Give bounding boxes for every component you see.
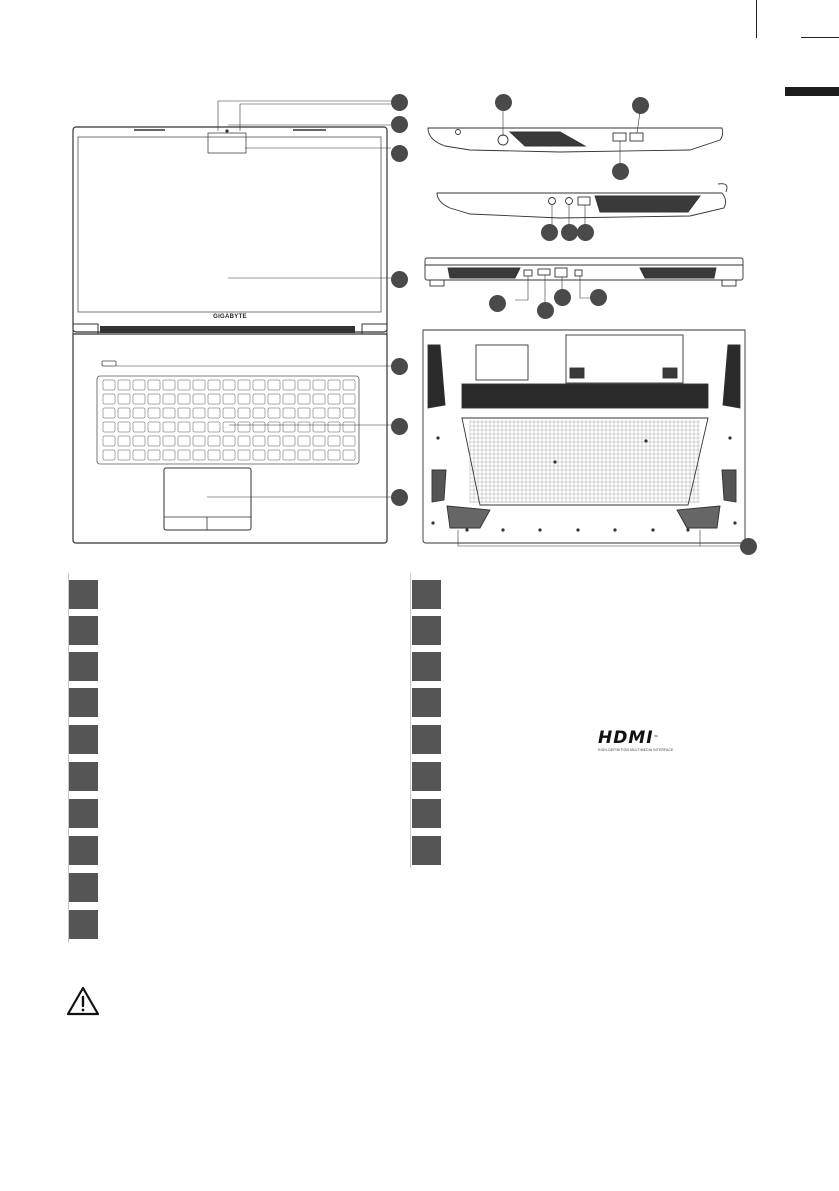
keyboard-key bbox=[223, 394, 235, 404]
laptop-rear bbox=[425, 258, 743, 286]
keyboard-key bbox=[103, 394, 115, 404]
callout-marker bbox=[489, 295, 506, 312]
screw bbox=[436, 436, 439, 439]
brand-label: GIGABYTE bbox=[213, 314, 247, 320]
legend-square bbox=[69, 725, 98, 754]
callout-marker bbox=[577, 224, 594, 241]
keyboard-key bbox=[223, 380, 235, 390]
keyboard-key bbox=[343, 450, 355, 460]
keyboard-key bbox=[238, 436, 250, 446]
callout-marker bbox=[391, 116, 408, 133]
hdmi-logo bbox=[598, 730, 678, 762]
callout-marker bbox=[554, 289, 571, 306]
legend-column-right-rule bbox=[410, 573, 411, 868]
keyboard-key bbox=[103, 436, 115, 446]
keyboard-key bbox=[133, 408, 145, 418]
bottom-vent-grille bbox=[470, 420, 700, 503]
keyboard-key bbox=[163, 380, 175, 390]
legend-square bbox=[412, 762, 441, 791]
keyboard-key bbox=[283, 436, 295, 446]
keyboard-key bbox=[118, 450, 130, 460]
laptop-side-left bbox=[437, 184, 727, 218]
keyboard-key bbox=[343, 422, 355, 432]
keyboard-key bbox=[148, 450, 160, 460]
legend-square bbox=[412, 725, 441, 754]
keyboard-key bbox=[208, 422, 220, 432]
keyboard-key bbox=[313, 422, 325, 432]
keyboard-key bbox=[223, 422, 235, 432]
keyboard-key bbox=[118, 408, 130, 418]
keyboard-key bbox=[118, 380, 130, 390]
keyboard-key bbox=[253, 450, 265, 460]
callout-marker bbox=[391, 145, 408, 162]
keyboard-key bbox=[133, 422, 145, 432]
keyboard-key bbox=[268, 436, 280, 446]
keyboard-key bbox=[103, 408, 115, 418]
keyboard-key bbox=[103, 450, 115, 460]
keyboard-key bbox=[298, 436, 310, 446]
keyboard-key bbox=[208, 394, 220, 404]
callout-marker bbox=[495, 94, 512, 111]
keyboard-key bbox=[193, 408, 205, 418]
keyboard-key bbox=[328, 394, 340, 404]
keyboard-key bbox=[313, 436, 325, 446]
callout-marker bbox=[391, 489, 408, 506]
hdmi-logo-tm: ™ bbox=[653, 735, 660, 741]
keyboard-key bbox=[313, 408, 325, 418]
keyboard-key bbox=[178, 394, 190, 404]
callout-marker bbox=[391, 271, 408, 288]
keyboard-key bbox=[193, 394, 205, 404]
keyboard-key bbox=[283, 394, 295, 404]
keyboard-key bbox=[148, 422, 160, 432]
keyboard-key bbox=[238, 422, 250, 432]
callout-marker bbox=[590, 289, 607, 306]
keyboard-key bbox=[253, 380, 265, 390]
keyboard-key bbox=[268, 450, 280, 460]
hdmi-logo-mark: HDMI bbox=[598, 728, 654, 748]
legend-square bbox=[69, 616, 98, 645]
keyboard-key bbox=[178, 422, 190, 432]
keyboard-key bbox=[133, 450, 145, 460]
callout-marker bbox=[612, 163, 629, 180]
hdmi-logo-tagline: HIGH-DEFINITION MULTIMEDIA INTERFACE bbox=[598, 748, 674, 752]
keyboard-key bbox=[163, 394, 175, 404]
screw bbox=[613, 528, 616, 531]
screw bbox=[651, 528, 654, 531]
screw bbox=[576, 528, 579, 531]
keyboard-key bbox=[163, 422, 175, 432]
screw bbox=[644, 439, 647, 442]
keyboard-key bbox=[298, 380, 310, 390]
legend-square bbox=[412, 688, 441, 717]
legend-square bbox=[69, 873, 98, 902]
keyboard-key bbox=[343, 394, 355, 404]
keyboard-key bbox=[238, 394, 250, 404]
keyboard-key bbox=[178, 436, 190, 446]
keyboard-key bbox=[193, 450, 205, 460]
callout-marker bbox=[632, 97, 649, 114]
legend-square bbox=[69, 799, 98, 828]
keyboard-key bbox=[163, 436, 175, 446]
screw bbox=[538, 528, 541, 531]
keyboard-key bbox=[163, 408, 175, 418]
keyboard-key bbox=[103, 380, 115, 390]
keyboard-key bbox=[298, 408, 310, 418]
keyboard-key bbox=[208, 380, 220, 390]
callout-marker bbox=[537, 302, 554, 319]
keyboard-key bbox=[118, 436, 130, 446]
keyboard-key bbox=[283, 422, 295, 432]
keyboard-key bbox=[283, 380, 295, 390]
keyboard-key bbox=[253, 408, 265, 418]
callout-marker bbox=[541, 224, 558, 241]
screw bbox=[553, 460, 556, 463]
keyboard-key bbox=[328, 436, 340, 446]
keyboard-key bbox=[223, 436, 235, 446]
keyboard-key bbox=[238, 450, 250, 460]
keyboard-key bbox=[283, 408, 295, 418]
keyboard-key bbox=[193, 422, 205, 432]
keyboard-key bbox=[298, 450, 310, 460]
keyboard-key bbox=[178, 380, 190, 390]
keyboard-key bbox=[343, 380, 355, 390]
keyboard-key bbox=[343, 436, 355, 446]
legend-square bbox=[412, 616, 441, 645]
callout-marker bbox=[391, 358, 408, 375]
callout-marker bbox=[391, 418, 408, 435]
legend-square bbox=[412, 836, 441, 865]
keyboard-key bbox=[283, 450, 295, 460]
screw bbox=[465, 528, 468, 531]
laptop-side-right bbox=[428, 128, 723, 152]
legend-square bbox=[69, 762, 98, 791]
keyboard-key bbox=[103, 422, 115, 432]
callout-marker bbox=[391, 94, 408, 111]
keyboard-keys bbox=[103, 380, 355, 460]
callout-marker bbox=[561, 224, 578, 241]
legend-square bbox=[69, 580, 98, 609]
keyboard-key bbox=[328, 450, 340, 460]
keyboard-key bbox=[253, 422, 265, 432]
keyboard-key bbox=[223, 408, 235, 418]
keyboard-key bbox=[253, 436, 265, 446]
screw bbox=[728, 436, 731, 439]
laptop-bottom bbox=[423, 330, 745, 543]
callout-marker bbox=[740, 538, 757, 555]
legend-square bbox=[69, 910, 98, 939]
legend-square bbox=[69, 652, 98, 681]
screw bbox=[686, 528, 689, 531]
keyboard-key bbox=[313, 450, 325, 460]
keyboard-key bbox=[133, 380, 145, 390]
keyboard-key bbox=[148, 394, 160, 404]
keyboard-key bbox=[328, 380, 340, 390]
keyboard-key bbox=[178, 408, 190, 418]
keyboard-key bbox=[343, 408, 355, 418]
keyboard-key bbox=[268, 394, 280, 404]
keyboard-key bbox=[298, 422, 310, 432]
keyboard-key bbox=[238, 408, 250, 418]
legend-square bbox=[412, 652, 441, 681]
keyboard-key bbox=[208, 436, 220, 446]
keyboard-key bbox=[298, 394, 310, 404]
keyboard-key bbox=[193, 436, 205, 446]
keyboard-key bbox=[328, 408, 340, 418]
keyboard-key bbox=[238, 380, 250, 390]
keyboard-key bbox=[133, 394, 145, 404]
keyboard-key bbox=[148, 408, 160, 418]
keyboard-key bbox=[253, 394, 265, 404]
keyboard-key bbox=[328, 422, 340, 432]
screw bbox=[501, 528, 504, 531]
keyboard-key bbox=[118, 394, 130, 404]
keyboard-key bbox=[148, 436, 160, 446]
keyboard-key bbox=[268, 422, 280, 432]
screw bbox=[431, 521, 434, 524]
keyboard-key bbox=[163, 450, 175, 460]
keyboard-key bbox=[208, 450, 220, 460]
keyboard-key bbox=[223, 450, 235, 460]
legend-square bbox=[69, 688, 98, 717]
keyboard-key bbox=[118, 422, 130, 432]
warning-triangle-icon bbox=[66, 986, 100, 1016]
keyboard-key bbox=[148, 380, 160, 390]
keyboard-key bbox=[133, 436, 145, 446]
keyboard-key bbox=[268, 408, 280, 418]
keyboard-key bbox=[208, 408, 220, 418]
keyboard-key bbox=[178, 450, 190, 460]
keyboard-key bbox=[313, 394, 325, 404]
keyboard-key bbox=[313, 380, 325, 390]
screw bbox=[733, 521, 736, 524]
keyboard-key bbox=[193, 380, 205, 390]
legend-square bbox=[412, 799, 441, 828]
legend-square bbox=[412, 580, 441, 609]
keyboard-key bbox=[268, 380, 280, 390]
legend-square bbox=[69, 836, 98, 865]
